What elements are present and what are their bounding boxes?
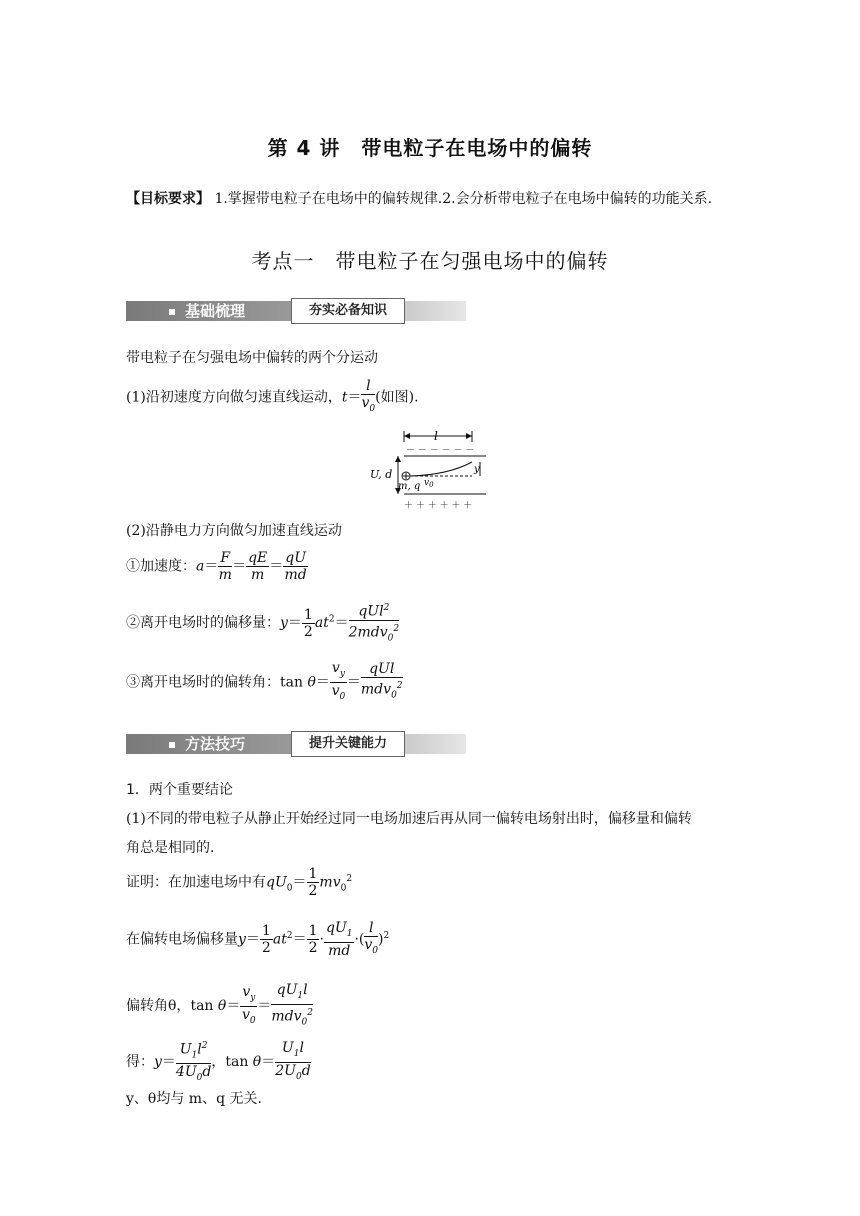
label-ud: U, d bbox=[370, 468, 393, 481]
banner-basic-label: 基础梳理 bbox=[126, 301, 288, 321]
line-accelerated-motion: (2)沿静电力方向做匀加速直线运动 bbox=[126, 523, 342, 539]
conclusion-1-line-b: 角总是相同的． bbox=[126, 840, 224, 856]
conclusion-1-line-a: (1)不同的带电粒子从静止开始经过同一电场加速后再从同一偏转电场射出时，偏移量和偏转 bbox=[126, 811, 692, 827]
deflection-formula: 在偏转电场偏移量y＝ $\frac{1}{2}$ $at^2=$ $\frac{1}{2}$ · $\frac{qU_1}{md}$ ·( $\frac{l}{v_0}$ )$^2$ bbox=[126, 920, 390, 959]
label-v0: $v_0$ bbox=[424, 478, 434, 489]
label-y: y bbox=[474, 464, 480, 475]
goal-label: 【目标要求】 bbox=[126, 191, 210, 207]
banner-method-box: 提升关键能力 bbox=[291, 731, 405, 757]
formula-angle: ③离开电场时的偏转角：tan θ＝ $\frac{v_y}{v_0}$ ＝ $\frac{\text{qUl}}{mdv_0^2}$ bbox=[126, 660, 403, 702]
conclusions-heading: 1．两个重要结论 bbox=[126, 782, 233, 798]
banner-method bbox=[126, 731, 466, 757]
formula-displacement: ②离开电场时的偏移量：y＝ $\frac{1}{2}$ $at^2=$ $\frac{qUl^2}{2mdv_0^2}$ bbox=[126, 600, 399, 646]
subheading: 带电粒子在匀强电场中偏转的两个分运动 bbox=[126, 350, 378, 366]
page-title: 第 4 讲 带电粒子在电场中的偏转 bbox=[267, 136, 593, 160]
goal-text: 1.掌握带电粒子在电场中的偏转规律.2.会分析带电粒子在电场中偏转的功能关系. bbox=[214, 191, 713, 207]
line-uniform-motion: (1)沿初速度方向做匀速直线运动，t＝ $\frac{l}{v_0}$ (如图). bbox=[126, 378, 419, 414]
minus-signs: － － － － － － bbox=[406, 446, 475, 456]
banner-basic bbox=[126, 298, 466, 324]
final-remark: y、θ均与 m、q 无关． bbox=[126, 1091, 272, 1107]
section-title: 考点一 带电粒子在匀强电场中的偏转 bbox=[251, 249, 609, 273]
angle-formula: 偏转角θ，tan θ＝ $\frac{v_y}{v_0}$ ＝ $\frac{qU_1l}{mdv_0^2}$ bbox=[126, 982, 313, 1028]
banner-method-label: 方法技巧 bbox=[126, 734, 288, 754]
deflection-diagram bbox=[368, 428, 508, 512]
label-mq: m, q bbox=[398, 481, 421, 492]
proof-line: 证明：在加速电场中有$qU_0=$ $\frac{1}{2}$ $mv_0^2$ bbox=[126, 866, 353, 899]
result-formula: 得：y＝ $\frac{U_1l^2}{4U_0d}$ ，tan θ＝ $\frac{U_1l}{2U_0d}$ bbox=[126, 1039, 311, 1084]
formula-acceleration: ①加速度：a＝ $\frac{F}{m}$ ＝ $\frac{qE}{m}$ ＝ $\frac{qU}{md}$ bbox=[126, 550, 307, 583]
goal-paragraph bbox=[126, 188, 712, 208]
plus-signs: ＋ ＋ ＋ ＋ ＋ ＋ bbox=[404, 501, 473, 511]
banner-basic-box: 夯实必备知识 bbox=[291, 298, 405, 324]
label-l: l bbox=[434, 429, 438, 443]
